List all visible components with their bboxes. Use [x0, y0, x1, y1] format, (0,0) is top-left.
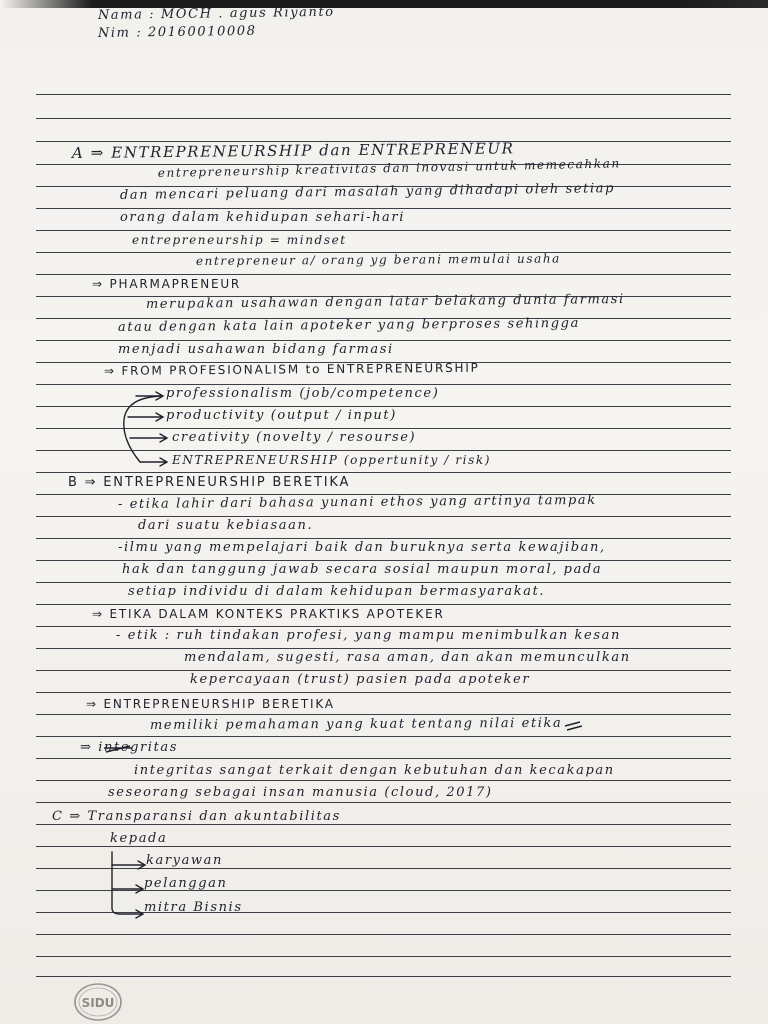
section-a-line-4: entrepreneurship = mindset: [132, 233, 347, 247]
section-a-line-2: dan mencari peluang dari masalah yang dihadapi oleh setiap: [119, 181, 616, 203]
section-c-item-1: karyawan: [146, 853, 223, 868]
student-name: Nama : MOCH . agus Riyanto: [97, 4, 335, 23]
etika-konteks-line-3: kepercayaan (trust) pasien pada apoteker: [190, 672, 531, 687]
section-b-line-3: -ilmu yang mempelajari baik dan buruknya serta kewajiban,: [118, 540, 606, 555]
scribble-icon: [104, 746, 132, 752]
section-a-line-5: entrepreneur a/ orang yg berani memulai usaha: [195, 251, 561, 268]
branch-arrow-icon: [140, 458, 167, 466]
pharmapreneur-line-1: merupakan usahawan dengan latar belakang dunia farmasi: [145, 291, 625, 312]
etika-konteks-title: ⇒ ETIKA DALAM KONTEKS PRAKTIKS APOTEKER: [92, 607, 445, 621]
section-b-line-2: dari suatu kebiasaan.: [138, 518, 314, 533]
profesionalism-item-2: productivity (output / input): [166, 408, 397, 423]
branch-arrow-icon: [112, 861, 145, 869]
entrepreneurship-beretika-title: ⇒ ENTREPRENEURSHIP BERETIKA: [86, 697, 335, 711]
section-b-line-4: hak dan tanggung jawab secara sosial maupun moral, pada: [122, 562, 603, 577]
etika-konteks-line-2: mendalam, sugesti, rasa aman, dan akan memunculkan: [184, 650, 631, 665]
profesionalism-item-3: creativity (novelty / resourse): [172, 430, 417, 445]
section-b-title: B ⇒ ENTREPRENEURSHIP BERETIKA: [68, 475, 351, 490]
from-profesionalism-title: ⇒ FROM PROFESIONALISM to ENTREPRENEURSHIP: [103, 360, 480, 378]
profesionalism-item-4: ENTREPRENEURSHIP (oppertunity / risk): [172, 453, 492, 467]
entrepreneurship-beretika-line-1: memiliki pemahaman yang kuat tentang nilai etika: [149, 715, 563, 733]
section-c-item-2: pelanggan: [144, 876, 228, 891]
branch-arrow-icon: [112, 885, 143, 893]
integritas-line-2: seseorang sebagai insan manusia (cloud, 2017): [108, 785, 493, 800]
section-a-line-3: orang dalam kehidupan sehari-hari: [120, 210, 405, 225]
pharmapreneur-line-2: atau dengan kata lain apoteker yang berproses sehingga: [117, 315, 580, 335]
pharmapreneur-line-3: menjadi usahawan bidang farmasi: [118, 342, 394, 357]
branch-arrow-icon: [120, 910, 143, 918]
integritas-line-1: integritas sangat terkait dengan kebutuhan dan kecakapan: [134, 763, 615, 778]
integritas-title: ⇒ integritas: [80, 740, 179, 755]
section-c-title: C ⇒ Transparansi dan akuntabilitas: [52, 809, 341, 824]
scribble-icon: [565, 722, 582, 730]
pharmapreneur-title: ⇒ PHARMAPRENEUR: [92, 277, 242, 291]
section-b-line-1: - etika lahir dari bahasa yunani ethos yang artinya tampak: [117, 492, 597, 512]
sidu-logo: [72, 980, 124, 1024]
section-a-line-1: entrepreneurship kreativitas dan inovasi untuk memecahkan: [157, 156, 621, 180]
section-c-line-1: kepada: [110, 831, 168, 846]
section-a-title: A ⇒ ENTREPRENEURSHIP dan ENTREPRENEUR: [71, 139, 515, 162]
student-nim: Nim : 20160010008: [97, 23, 257, 41]
etika-konteks-line-1: - etik : ruh tindakan profesi, yang mampu menimbulkan kesan: [116, 628, 621, 643]
branch-brace-icon: [112, 852, 120, 914]
branch-arrow-icon: [130, 434, 167, 442]
profesionalism-item-1: professionalism (job/competence): [166, 386, 440, 401]
section-c-item-3: mitra Bisnis: [144, 900, 243, 915]
section-b-line-5: setiap individu di dalam kehidupan bermasyarakat.: [128, 584, 546, 599]
branch-arrow-icon: [136, 392, 163, 400]
branch-brace-icon: [124, 396, 160, 462]
sidu-logo-text: SIDU: [81, 996, 115, 1010]
branch-arrow-icon: [128, 413, 163, 421]
